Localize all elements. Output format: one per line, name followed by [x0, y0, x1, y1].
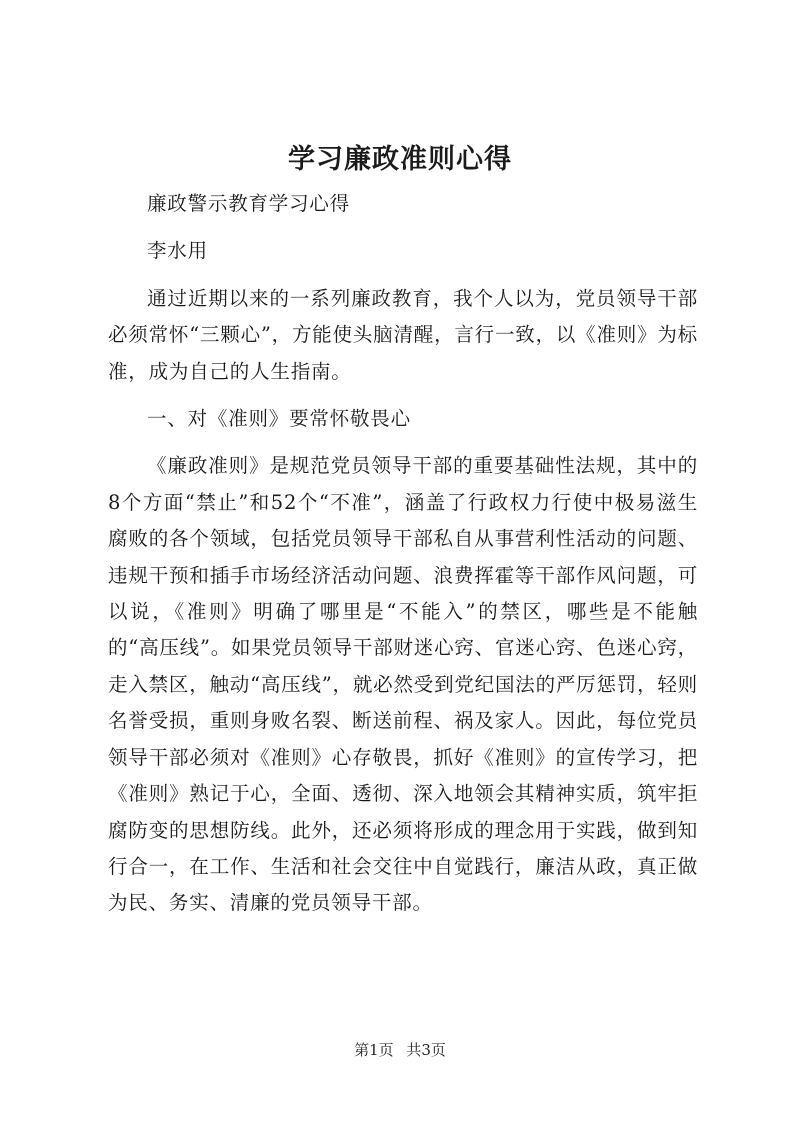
intro-paragraph: 通过近期以来的一系列廉政教育，我个人以为，党员领导干部必须常怀“三颗心”，方能使头脑清醒，言行一致，以《准则》为标准，成为自己的人生指南。	[108, 286, 698, 383]
document-body	[108, 186, 698, 922]
page-total: 共3页	[406, 1041, 446, 1059]
body-paragraph: 《廉政准则》是规范党员领导干部的重要基础性法规，其中的8个方面“禁止”和52个“不准”，涵盖了行政权力行使中极易滋生腐败的各个领域，包括党员领导干部私自从事营利性活动的问题、违规干预和插手市场经济活动问题、浪费挥霍等干部作风问题，可以说，《准则》明确了哪里是“不能入”的禁区，哪些是不能触的“高压线”。如果党员领导干部财迷心窍、官迷心窍、色迷心窍，走入禁区，触动“高压线”，就必然受到党纪国法的严厉惩罚，轻则名誉受损，重则身败名裂、断送前程、祸及家人。因此，每位党员领导干部必须对《准则》心存敬畏，抓好《准则》的宣传学习，把《准则》熟记于心，全面、透彻、深入地领会其精神实质，筑牢拒腐防变的思想防线。此外，还必须将形成的理念用于实践，做到知行合一，在工作、生活和社会交往中自觉践行，廉洁从政，真正做为民、务实、清廉的党员领导干部。	[108, 454, 698, 915]
section-heading: 一、对《准则》要常怀敬畏心	[147, 407, 411, 431]
page-footer	[0, 1040, 800, 1060]
document-title: 学习廉政准则心得	[288, 144, 512, 175]
author-paragraph: 李水用	[147, 239, 208, 263]
page-number: 第1页	[354, 1041, 394, 1059]
subtitle-paragraph: 廉政警示教育学习心得	[147, 192, 351, 215]
